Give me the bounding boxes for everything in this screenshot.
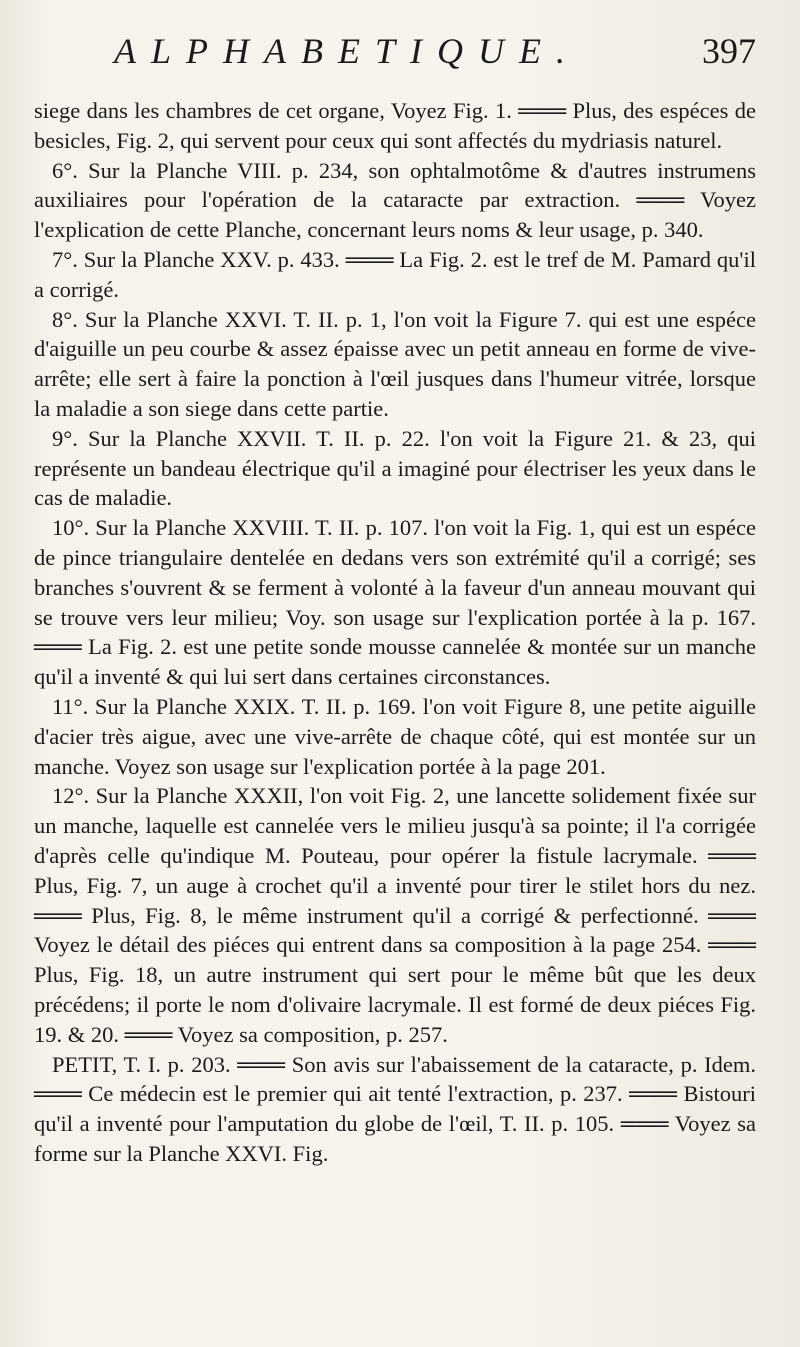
page-header (34, 30, 756, 96)
paragraph-item-6: 6°. Sur la Planche VIII. p. 234, son ophtalmotôme & d'autres instrumens auxiliaires pour l'opération de la cataracte par extraction. ═══ Voyez l'explication de cette Planche, concernant leurs noms & leur usage, p. 340. (34, 157, 756, 243)
running-title: ALPHABETIQUE. (114, 31, 580, 71)
body-text (34, 96, 756, 1169)
page-number: 397 (702, 31, 756, 71)
paragraph-item-8: 8°. Sur la Planche XXVI. T. II. p. 1, l'on voit la Figure 7. qui est une espéce d'aiguille un peu courbe & assez épaisse avec un petit anneau en forme de vive-arrête; elle sert à faire la ponction à l'œil jusques dans l'humeur vitrée, lorsque la maladie a son siege dans cette partie. (34, 306, 756, 421)
paragraph-item-12: 12°. Sur la Planche XXXII, l'on voit Fig. 2, une lancette solidement fixée sur un manche, laquelle est cannelée vers le milieu jusqu'à sa pointe; il l'a corrigée d'après celle qu'indique M. Pouteau, pour opérer la fistule lacrymale. ═══ Plus, Fig. 7, un auge à crochet qu'il a inventé pour tirer le stilet hors du nez. ═══ Plus, Fig. 8, le même instrument qu'il a corrigé & perfectionné. ═══ Voyez le détail des piéces qui entrent dans sa composition à la page 254. ═══ Plus, Fig. 18, un autre instrument qui sert pour le même bût que les deux précédens; il porte le nom d'olivaire lacrymale. Il est formé de deux piéces Fig. 19. & 20. ═══ Voyez sa composition, p. 257. (34, 783, 756, 1047)
paragraph-item-11: 11°. Sur la Planche XXIX. T. II. p. 169. l'on voit Figure 8, une petite aiguille d'acier très aigue, avec une vive-arrête de chaque côté, qui est montée sur un manche. Voyez son usage sur l'explication portée à la page 201. (34, 693, 756, 779)
paragraph-item-9: 9°. Sur la Planche XXVII. T. II. p. 22. l'on voit la Figure 21. & 23, qui représente un bandeau électrique qu'il a imaginé pour électriser les yeux dans le cas de maladie. (34, 425, 756, 511)
paragraph-item-7: 7°. Sur la Planche XXV. p. 433. ═══ La Fig. 2. est le tref de M. Pamard qu'il a corrigé. (34, 246, 756, 302)
paragraph-continuation: siege dans les chambres de cet organe, Voyez Fig. 1. ═══ Plus, des espéces de besicles, Fig. 2, qui servent pour ceux qui sont affectés du mydriasis naturel. (34, 98, 756, 153)
paragraph-item-10: 10°. Sur la Planche XXVIII. T. II. p. 107. l'on voit la Fig. 1, qui est un espéce de pince triangulaire dentelée en dedans vers son extrémité qu'il a corrigé; ses branches s'ouvrent & se ferment à volonté à la faveur d'un anneau mouvant qui se trouve vers leur milieu; Voy. son usage sur l'explication portée à la p. 167. ═══ La Fig. 2. est une petite sonde mousse cannelée & montée sur un manche qu'il a inventé & qui lui sert dans certaines circonstances. (34, 515, 756, 690)
paragraph-petit-entry: PETIT, T. I. p. 203. ═══ Son avis sur l'abaissement de la cataracte, p. Idem. ═══ Ce médecin est le premier qui ait tenté l'extraction, p. 237. ═══ Bistouri qu'il a inventé pour l'amputation du globe de l'œil, T. II. p. 105. ═══ Voyez sa forme sur la Planche XXVI. Fig. (34, 1051, 756, 1166)
